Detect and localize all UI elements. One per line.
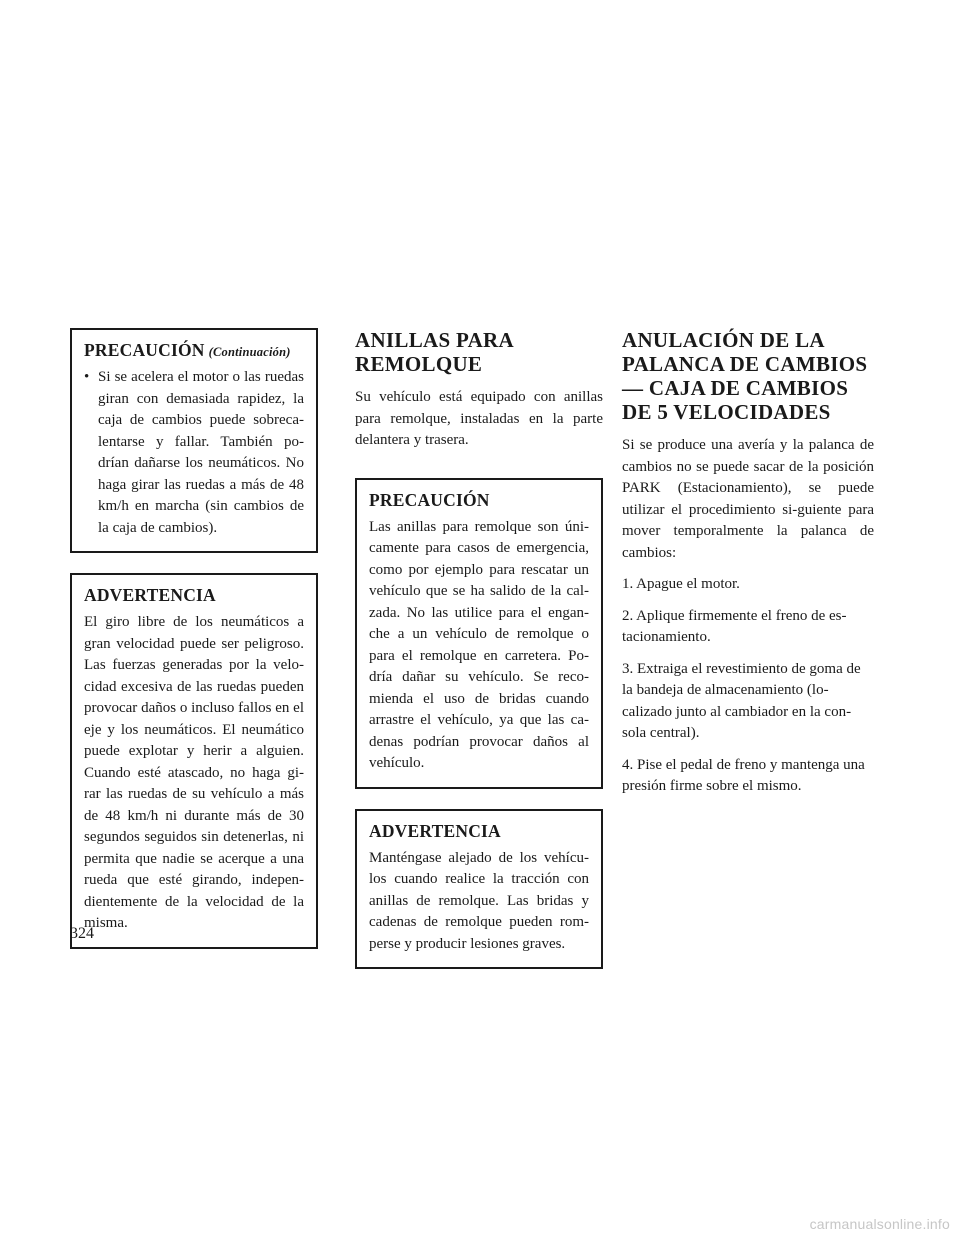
continued-label: (Continuación) xyxy=(208,345,291,359)
warning-text: Manténgase alejado de los vehícu-los cuando realice la tracción con anillas de remolque. Las bridas y cadenas de remolque pueden rom-perse y producir lesiones graves. xyxy=(369,849,589,952)
column-left xyxy=(70,328,318,949)
page-number: 324 xyxy=(70,925,94,942)
warning-text: El giro libre de los neumáticos a gran velocidad puede ser peligroso. Las fuerzas generadas por la velo-cidad excesiva de las ruedas pueden provocar daños o incluso fallos en el eje y los neumáticos. El neumático puede explotar y herir a alguien. Cuando esté atascado, no haga gi-rar las ruedas de su vehículo a más de 48 km/h ni durante más de 30 segundos seguidos sin detenerlas, ni permita que nadie se acerque a una rueda que esté girando, indepen-dientemente de la velocidad de la misma. xyxy=(84,614,304,931)
caution-bullet xyxy=(84,367,304,539)
step-4: 4. Pise el pedal de freno y mantenga una presión firme sobre el mismo. xyxy=(622,756,865,794)
column-middle xyxy=(355,328,603,969)
caution-text: Las anillas para remolque son úni-camente para casos de emergencia, como por ejemplo para rescatar un vehículo que se ha salido de la cal-zada. No las utilice para el engan-che a un vehículo de remolque o para el remolque en carretera. Po-dría dañar su vehículo. Se reco-mienda el uso de bridas cuando arrastre el vehículo, ya que las ca-denas podrían provocar daños al vehículo. xyxy=(369,518,589,771)
bullet-icon: • xyxy=(84,369,90,385)
column-right xyxy=(622,328,874,808)
caution-continued-box xyxy=(70,328,318,553)
step-3: 3. Extraiga el revestimiento de goma de la bandeja de almacenamiento (lo-calizado junto al cambiador en la con-sola central). xyxy=(622,660,861,741)
tow-hooks-intro: Su vehículo está equipado con anillas para remolque, instaladas en la parte delantera y trasera. xyxy=(355,389,603,448)
caution-title: PRECAUCIÓN (Continuación) xyxy=(84,340,291,360)
warning-title: ADVERTENCIA xyxy=(369,820,501,841)
caution-title: PRECAUCIÓN xyxy=(369,489,490,510)
step-1: 1. Apague el motor. xyxy=(622,576,740,592)
caution-bullet-text: Si se acelera el motor o las ruedas giran con demasiada rapidez, la caja de cambios puede sobreca-lentarse y fallar. También po-drían dañarse los neumáticos. No haga girar las ruedas a más de 48 km/h en marcha (sin cambios de la caja de cambios). xyxy=(98,369,304,536)
section-heading-shift-override: ANULACIÓN DE LA PALANCA DE CAMBIOS — CAJA DE CAMBIOS DE 5 VELOCIDADES xyxy=(622,328,868,424)
warning-box-tow-hooks xyxy=(355,809,603,970)
shift-override-intro: Si se produce una avería y la palanca de cambios no se puede sacar de la posición PARK (Estacionamiento), se puede utilizar el procedimiento si-guiente para mover temporalmente la palanca de cambios: xyxy=(622,437,874,561)
section-heading-tow-hooks: ANILLAS PARA REMOLQUE xyxy=(355,328,513,376)
warning-title: ADVERTENCIA xyxy=(84,585,216,605)
warning-box-wheel-spin xyxy=(70,573,318,949)
step-2: 2. Aplique firmemente el freno de es-tacionamiento. xyxy=(622,607,847,645)
watermark: carmanualsonline.info xyxy=(809,1216,950,1232)
caution-box-tow-hooks xyxy=(355,478,603,789)
